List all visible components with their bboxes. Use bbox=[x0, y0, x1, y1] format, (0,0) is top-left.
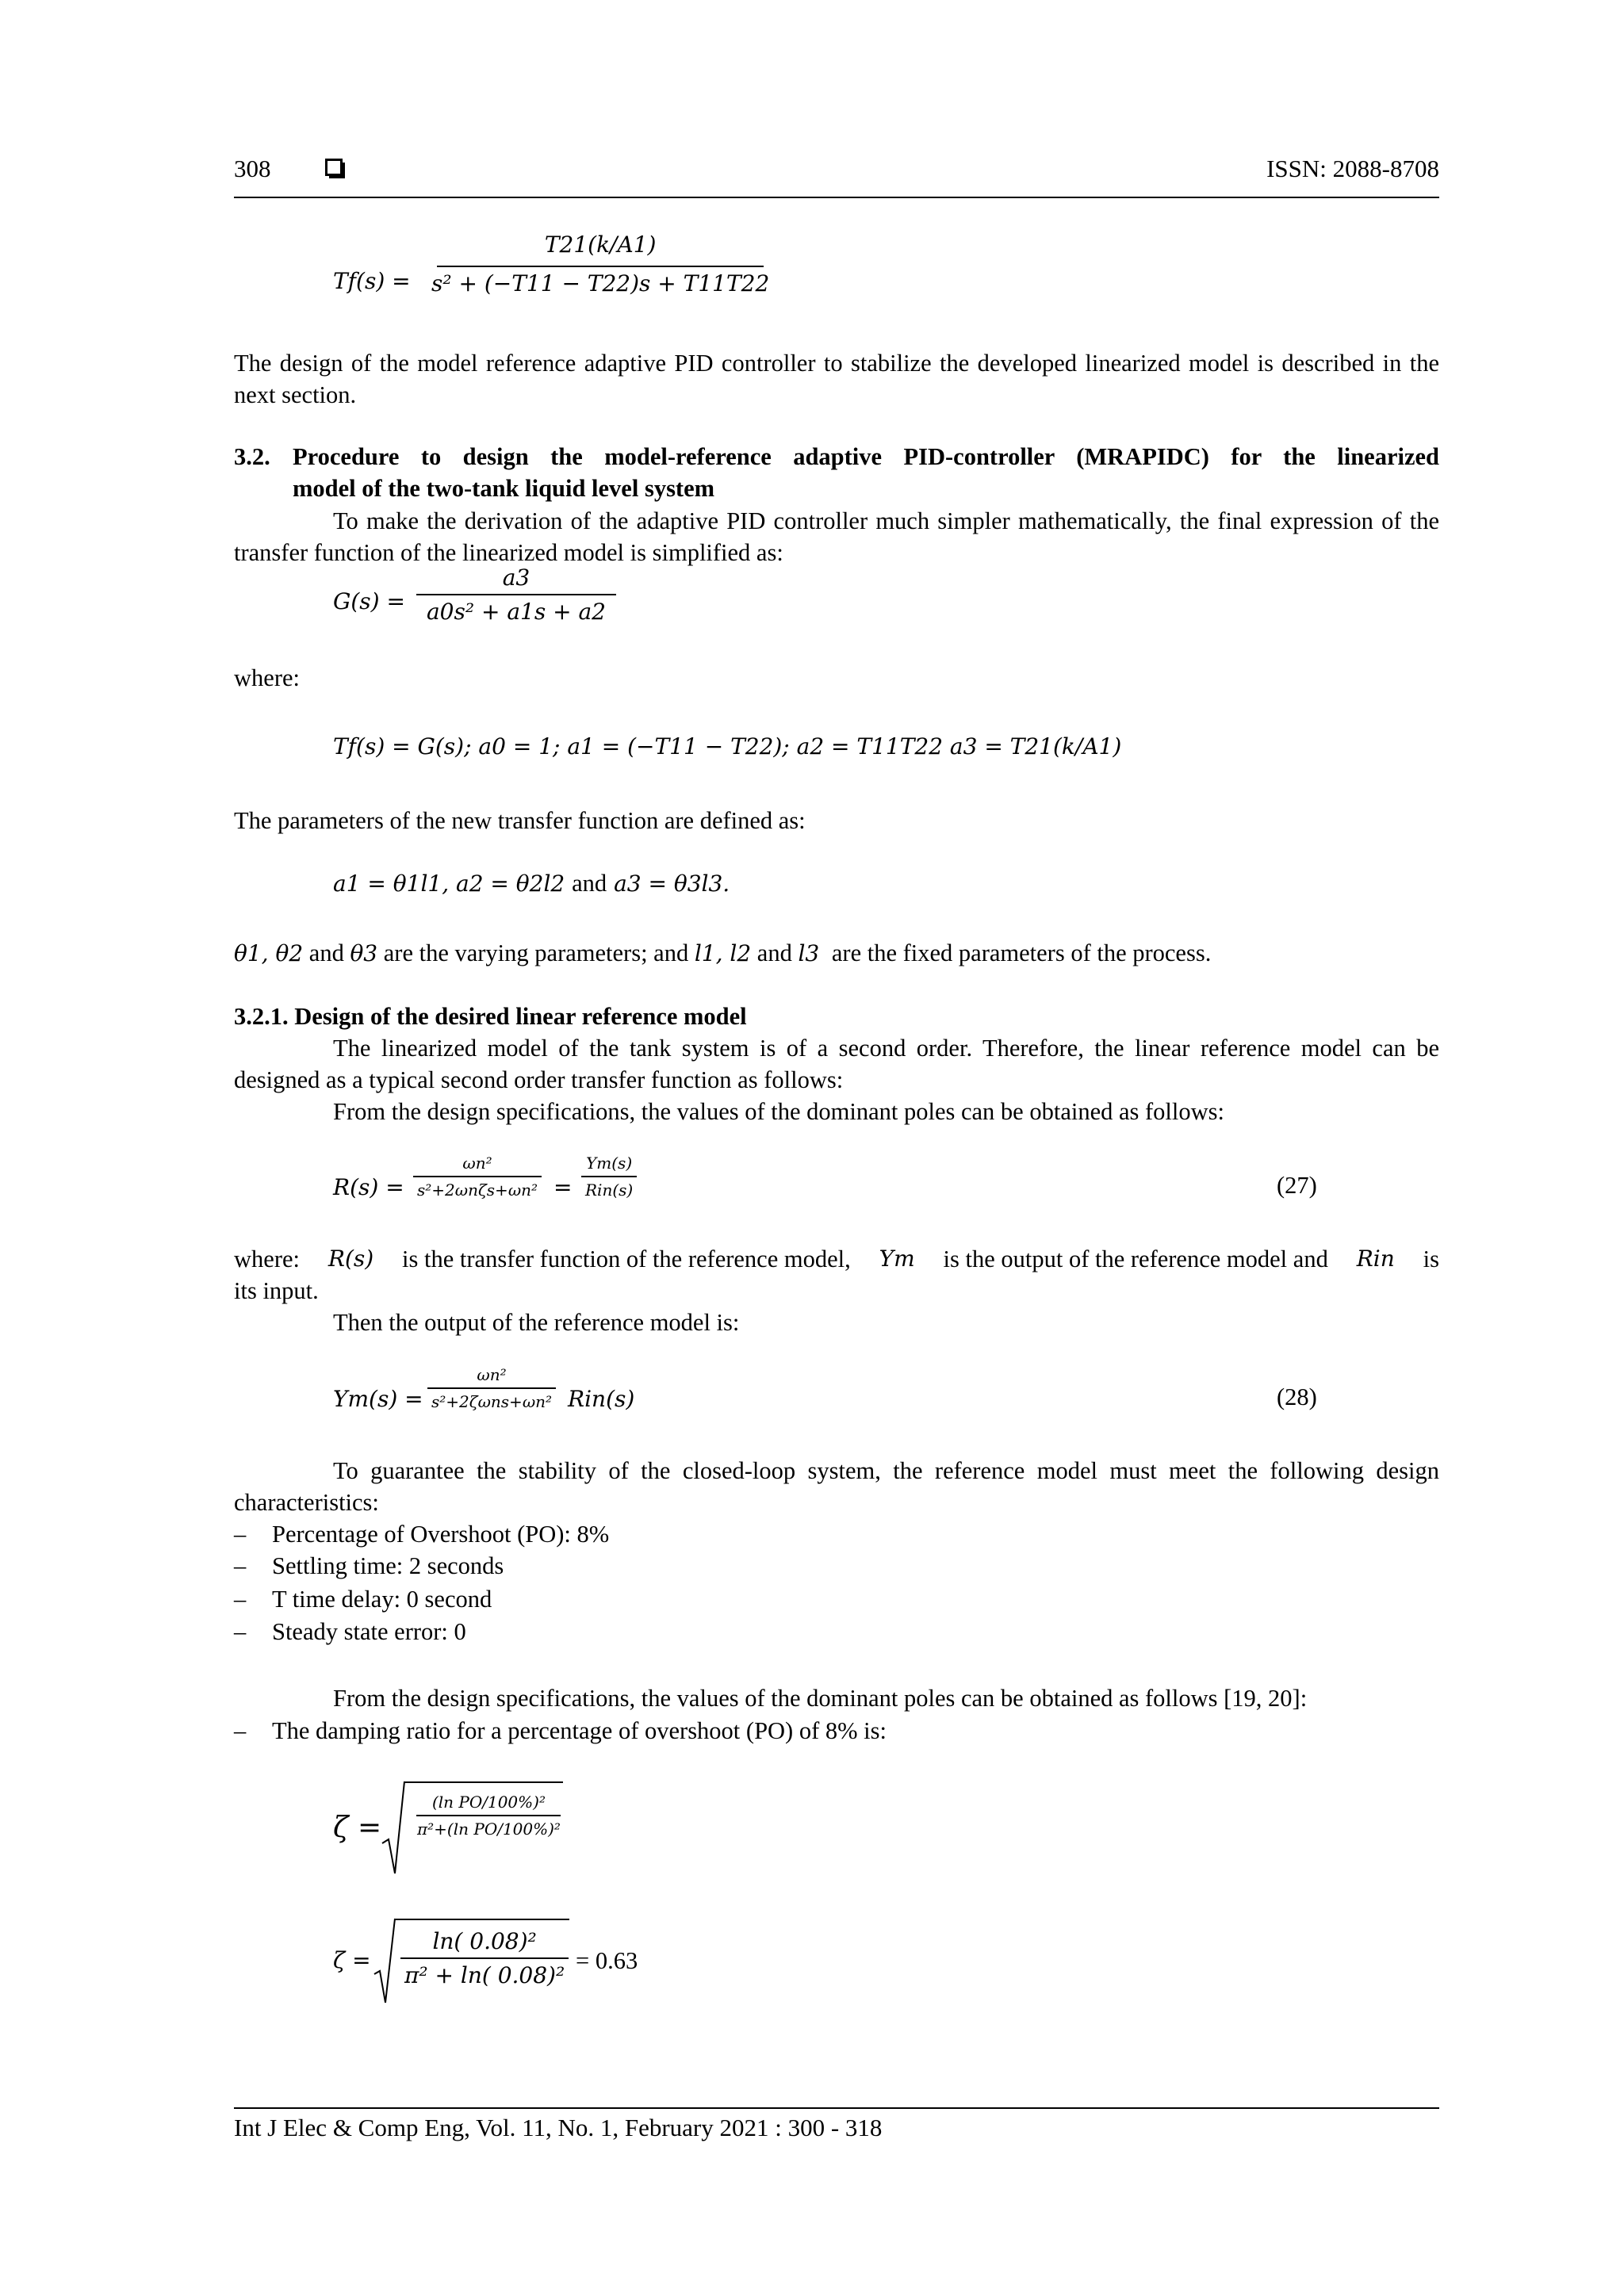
bullet-dash: – bbox=[234, 1521, 247, 1548]
section-heading-3-2-1: 3.2.1. Design of the desired linear reference model bbox=[234, 1003, 747, 1030]
paragraph-simplify bbox=[234, 505, 1439, 568]
paragraph-varying bbox=[234, 937, 1211, 970]
bullet-dash: – bbox=[234, 1717, 247, 1744]
eq-tf-denominator: s² + (−T11 − T22)s + T11T22 bbox=[431, 270, 770, 297]
section-number: 3.2. bbox=[234, 443, 270, 470]
page-number: 308 bbox=[234, 155, 271, 182]
para5-text2: is the transfer function of the reference model, bbox=[402, 1246, 851, 1272]
sqrt-icon bbox=[381, 1780, 406, 1875]
issn: ISSN: 2088-8708 bbox=[1266, 155, 1439, 182]
sqrt-icon bbox=[373, 1917, 396, 2004]
paragraph-stability bbox=[234, 1455, 1439, 1518]
footer-citation: Int J Elec & Comp Eng, Vol. 11, No. 1, February 2021 : 300 - 318 bbox=[234, 2114, 883, 2141]
zeta2-numerator: ln( 0.08)² bbox=[400, 1928, 569, 1959]
params-part2: a3 = θ3l3. bbox=[614, 871, 730, 897]
eq-gs-denominator: a0s² + a1s + a2 bbox=[426, 599, 606, 625]
eq27-equals: = bbox=[553, 1174, 573, 1200]
paragraph-reference-model-def bbox=[234, 1243, 1439, 1307]
bullet-text: T time delay: 0 second bbox=[272, 1586, 492, 1613]
eq-gs-lhs: G(s) = bbox=[333, 588, 405, 614]
varying-theta12: θ1, θ2 bbox=[234, 940, 304, 966]
paragraph-reference-model bbox=[234, 1032, 1439, 1096]
paragraph-text: The design of the model reference adaptive PID controller to stabilize the developed linearized model is described in the next section. bbox=[234, 350, 1439, 408]
paragraph-design-intro bbox=[234, 347, 1439, 411]
para5-r: R(s) bbox=[327, 1246, 374, 1272]
footer-rule bbox=[234, 2107, 1439, 2109]
varying-and1: and bbox=[308, 939, 344, 966]
zeta1-denominator: π²+(ln PO/100%)² bbox=[417, 1820, 561, 1839]
where-label: where: bbox=[234, 664, 300, 691]
eq27-numerator2: Ym(s) bbox=[581, 1154, 637, 1177]
para5-line2: its input. bbox=[234, 1277, 319, 1304]
zeta1-lhs: ζ = bbox=[333, 1812, 382, 1844]
equation-params bbox=[333, 870, 730, 897]
bullet-text: Percentage of Overshoot (PO): 8% bbox=[272, 1521, 610, 1548]
equation-28-tag: (28) bbox=[1277, 1383, 1317, 1410]
equation-27-tag: (27) bbox=[1277, 1172, 1317, 1199]
section-heading-3-2 bbox=[234, 441, 1439, 504]
paragraph-dominant-poles-ref: From the design specifications, the values of the dominant poles can be obtained as follows [19, 20]: bbox=[333, 1685, 1308, 1712]
eq27-denominator2: Rin(s) bbox=[585, 1181, 634, 1200]
eq28-rhs: Rin(s) bbox=[568, 1386, 635, 1412]
varying-text1: are the varying parameters; and bbox=[383, 939, 689, 966]
bullet-text: Settling time: 2 seconds bbox=[272, 1552, 504, 1579]
varying-theta3: θ3 bbox=[350, 940, 378, 966]
section-title-line2: model of the two-tank liquid level system bbox=[293, 475, 715, 502]
paragraph-output: Then the output of the reference model is: bbox=[333, 1309, 740, 1336]
params-and: and bbox=[572, 870, 607, 897]
varying-and2: and bbox=[756, 939, 792, 966]
para5-text4: is bbox=[1423, 1246, 1439, 1272]
para5-rin: Rin bbox=[1356, 1246, 1395, 1272]
paragraph-params: The parameters of the new transfer function are defined as: bbox=[234, 807, 806, 834]
paragraph-text: The linearized model of the tank system is of a second order. Therefore, the linear reference model can be designed as a typical second order transfer function as follows: bbox=[234, 1035, 1439, 1093]
zeta2-lhs: ζ = bbox=[333, 1947, 371, 1973]
zeta2-result: = 0.63 bbox=[576, 1947, 638, 1974]
header-rule bbox=[234, 197, 1439, 198]
eq-tf-lhs: Tf(s) = bbox=[333, 268, 411, 294]
zeta2-denominator: π² + ln( 0.08)² bbox=[404, 1962, 565, 1988]
bullet-text: Steady state error: 0 bbox=[272, 1618, 466, 1645]
paragraph-dominant-poles: From the design specifications, the values of the dominant poles can be obtained as follows: bbox=[333, 1098, 1225, 1125]
eq28-denominator: s²+2ζωns+ωn² bbox=[431, 1392, 553, 1411]
eq27-denominator: s²+2ωnζs+ωn² bbox=[417, 1181, 538, 1200]
eq-gs-numerator: a3 bbox=[416, 564, 616, 595]
varying-text2: are the fixed parameters of the process. bbox=[831, 939, 1212, 966]
zeta1-numerator: (ln PO/100%)² bbox=[416, 1793, 561, 1816]
para5-text3: is the output of the reference model and bbox=[943, 1246, 1328, 1272]
para5-ym: Ym bbox=[879, 1246, 915, 1272]
bullet-text: The damping ratio for a percentage of overshoot (PO) of 8% is: bbox=[272, 1717, 887, 1744]
varying-l3: l3 bbox=[798, 940, 820, 966]
eq27-lhs: R(s) = bbox=[333, 1174, 404, 1200]
eq28-lhs: Ym(s) = bbox=[333, 1386, 423, 1412]
para5-text1: where: bbox=[234, 1246, 300, 1272]
eq28-numerator: ωn² bbox=[427, 1365, 556, 1389]
params-part1: a1 = θ1l1, a2 = θ2l2 bbox=[333, 871, 565, 897]
paragraph-text: To make the derivation of the adaptive PID controller much simpler mathematically, the final expression of the transfer function of the linearized model is simplified as: bbox=[234, 507, 1439, 566]
bullet-dash: – bbox=[234, 1586, 247, 1613]
bullet-dash: – bbox=[234, 1618, 247, 1645]
paragraph-text: To guarantee the stability of the closed-loop system, the reference model must meet the following design characteristics: bbox=[234, 1457, 1439, 1516]
eq-tf-numerator: T21(k/A1) bbox=[437, 220, 764, 267]
eq27-numerator: ωn² bbox=[413, 1154, 542, 1177]
equation-where: Tf(s) = G(s); a0 = 1; a1 = (−T11 − T22); a2 = T11T22 a3 = T21(k/A1) bbox=[333, 733, 1122, 760]
bullet-dash: – bbox=[234, 1552, 247, 1579]
varying-l12: l1, l2 bbox=[694, 940, 752, 966]
square-icon bbox=[325, 159, 343, 176]
section-title-line1: Procedure to design the model-reference adaptive PID-controller (MRAPIDC) for the linearized bbox=[293, 443, 1439, 470]
